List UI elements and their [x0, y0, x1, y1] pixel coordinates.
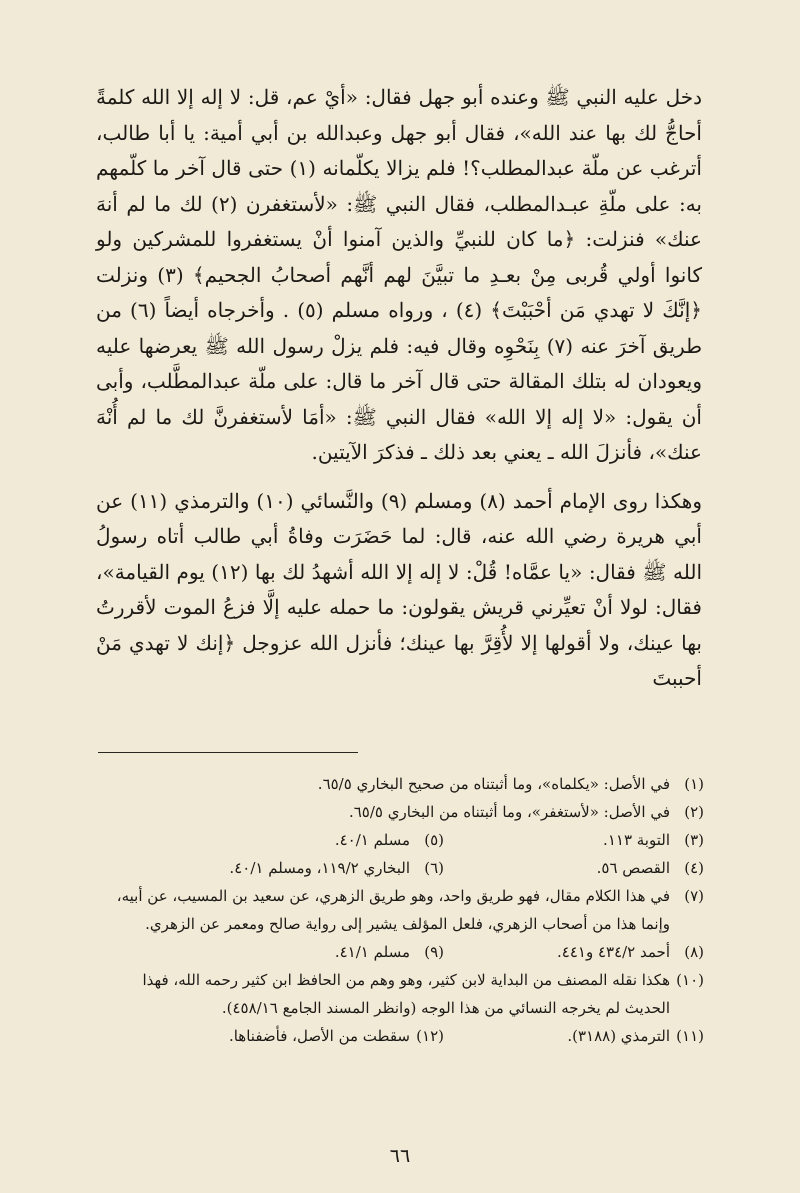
footnote-9	[96, 938, 444, 966]
footnote-text: سقطت من الأصل، فأضفناها.	[228, 1027, 410, 1045]
footnote-5	[96, 826, 444, 854]
footnote-text: هكذا نقله المصنف من البداية لابن كثير، وهو وهم من الحافظ ابن كثير رحمه الله، فهذا الحديث لم يخرجه النسائي من هذا الوجه (وانظر المسند الجامع ٤٥٨/١٦).	[142, 971, 670, 1017]
footnote-number: (١١)	[676, 1027, 704, 1045]
footnote-number: (٤)	[684, 859, 704, 877]
footnote-text: في هذا الكلام مقال، فهو طريق واحد، وهو طريق الزهري، عن سعيد بن المسيب، عن أبيه، وإنما هذا من أصحاب الزهري، فلعل المؤلف يشير إلى رواية صالح ومعمر عن الزهري.	[116, 887, 670, 933]
footnote-number: (٢)	[684, 803, 704, 821]
paragraph-2: وهكذا روى الإمام أحمد (٨) ومسلم (٩) والنَّسائي (١٠) والترمذي (١١) عن أبي هريرة رضي الله عنه، قال: لما حَضَرَت وفاةُ أبي طالب أتاه رسولُ الله ﷺ فقال: «يا عمَّاه! قُلْ: لا إله إلا الله أشهدُ لك بها (١٢) يوم القيامة»، فقال: لولا أنْ تعيِّرني قريش يقولون: ما حمله عليه إلَّا فزعُ الموت لأقررتُ بها عينك، ولا أقولها إلا لأُقِرَّ بها عينك؛ فأنزل الله عزوجل ﴿إنك لا تهدي مَنْ أحببتَ	[96, 488, 703, 690]
footnote-row	[96, 854, 704, 882]
footnotes	[96, 770, 704, 1050]
footnote-text: الترمذي (٣١٨٨).	[567, 1027, 670, 1045]
footnote-2	[96, 798, 704, 826]
footnote-number: (٥)	[424, 831, 444, 849]
footnote-number: (٨)	[684, 943, 704, 961]
footnote-number: (٦)	[424, 859, 444, 877]
footnote-row	[96, 826, 704, 854]
footnote-number: (١٢)	[416, 1027, 444, 1045]
footnote-number: (٣)	[684, 831, 704, 849]
footnote-8	[444, 938, 704, 966]
footnote-row	[96, 1022, 704, 1050]
footnote-4	[444, 854, 704, 882]
footnote-text: البخاري ١١٩/٢، ومسلم ٤٠/١.	[229, 859, 410, 877]
footnote-number: (١)	[684, 775, 704, 793]
footnote-11	[444, 1022, 704, 1050]
footnote-text: مسلم ٤٠/١.	[334, 831, 410, 849]
footnote-separator	[98, 752, 358, 753]
footnote-number: (٩)	[424, 943, 444, 961]
page-number: ٦٦	[389, 1145, 411, 1167]
footnote-text: مسلم ٤١/١.	[334, 943, 410, 961]
main-text	[96, 80, 702, 697]
footnote-3	[444, 826, 704, 854]
footnote-text: في الأصل: «لأستغفر»، وما أثبتناه من البخاري ٦٥/٥.	[348, 803, 670, 821]
footnote-text: التوبة ١١٣.	[603, 831, 670, 849]
footnote-text: أحمد ٤٣٤/٢ و٤٤١.	[556, 943, 670, 961]
footnote-number: (١٠)	[676, 971, 704, 989]
footnote-1	[96, 770, 704, 798]
paragraph-1: دخل عليه النبي ﷺ وعنده أبو جهل فقال: «أيْ عم، قل: لا إله إلا الله كلمةً أحاجُّ لك بها عند الله»، فقال أبو جهل وعبدالله بن أبي أمية: يا أبا طالب، أترغب عن ملّة عبدالمطلب؟! فلم يزالا يكلّمانه (١) حتى قال آخر ما كلّمهم به: على ملّةِ عبـدالمطلب، فقال النبي ﷺ: «لأستغفرن (٢) لك ما لم أنهَ عنك» فنزلت: ﴿ما كان للنبيِّ والذين آمنوا أنْ يستغفروا للمشركين ولو كانوا أولي قُربى مِنْ بعـدِ ما تبيَّنَ لهم أنَّهم أصحابُ الجحيم﴾ (٣) ونزلت ﴿إنَّكَ لا تهدي مَن أحْبَبْتَ﴾ (٤) ، ورواه مسلم (٥) . وأخرجاه أيضاً (٦) من طريق آخرَ عنه (٧) بِنَحْوِه وقال فيه: فلم يزلْ رسول الله ﷺ يعرضها عليه ويعودان له بتلك المقالة حتى قال آخر ما قال: على ملّة عبدالمطَّلب، وأبى أن يقول: «لا إله إلا الله» فقال النبي ﷺ: «أمَا لأستغفرنَّ لك ما لم أُنْهَ عنك»، فأنزلَ الله ـ يعني بعد ذلك ـ فذكرَ الآيتين.	[96, 85, 702, 464]
footnote-text: في الأصل: «يكلماه»، وما أثبتناه من صحيح البخاري ٦٥/٥.	[317, 775, 670, 793]
footnote-6	[96, 854, 444, 882]
footnote-row	[96, 938, 704, 966]
footnote-10	[96, 966, 704, 1022]
footnote-7	[96, 882, 704, 938]
footnote-number: (٧)	[684, 887, 704, 905]
footnote-12	[96, 1022, 444, 1050]
footnote-text: القصص ٥٦.	[596, 859, 670, 877]
